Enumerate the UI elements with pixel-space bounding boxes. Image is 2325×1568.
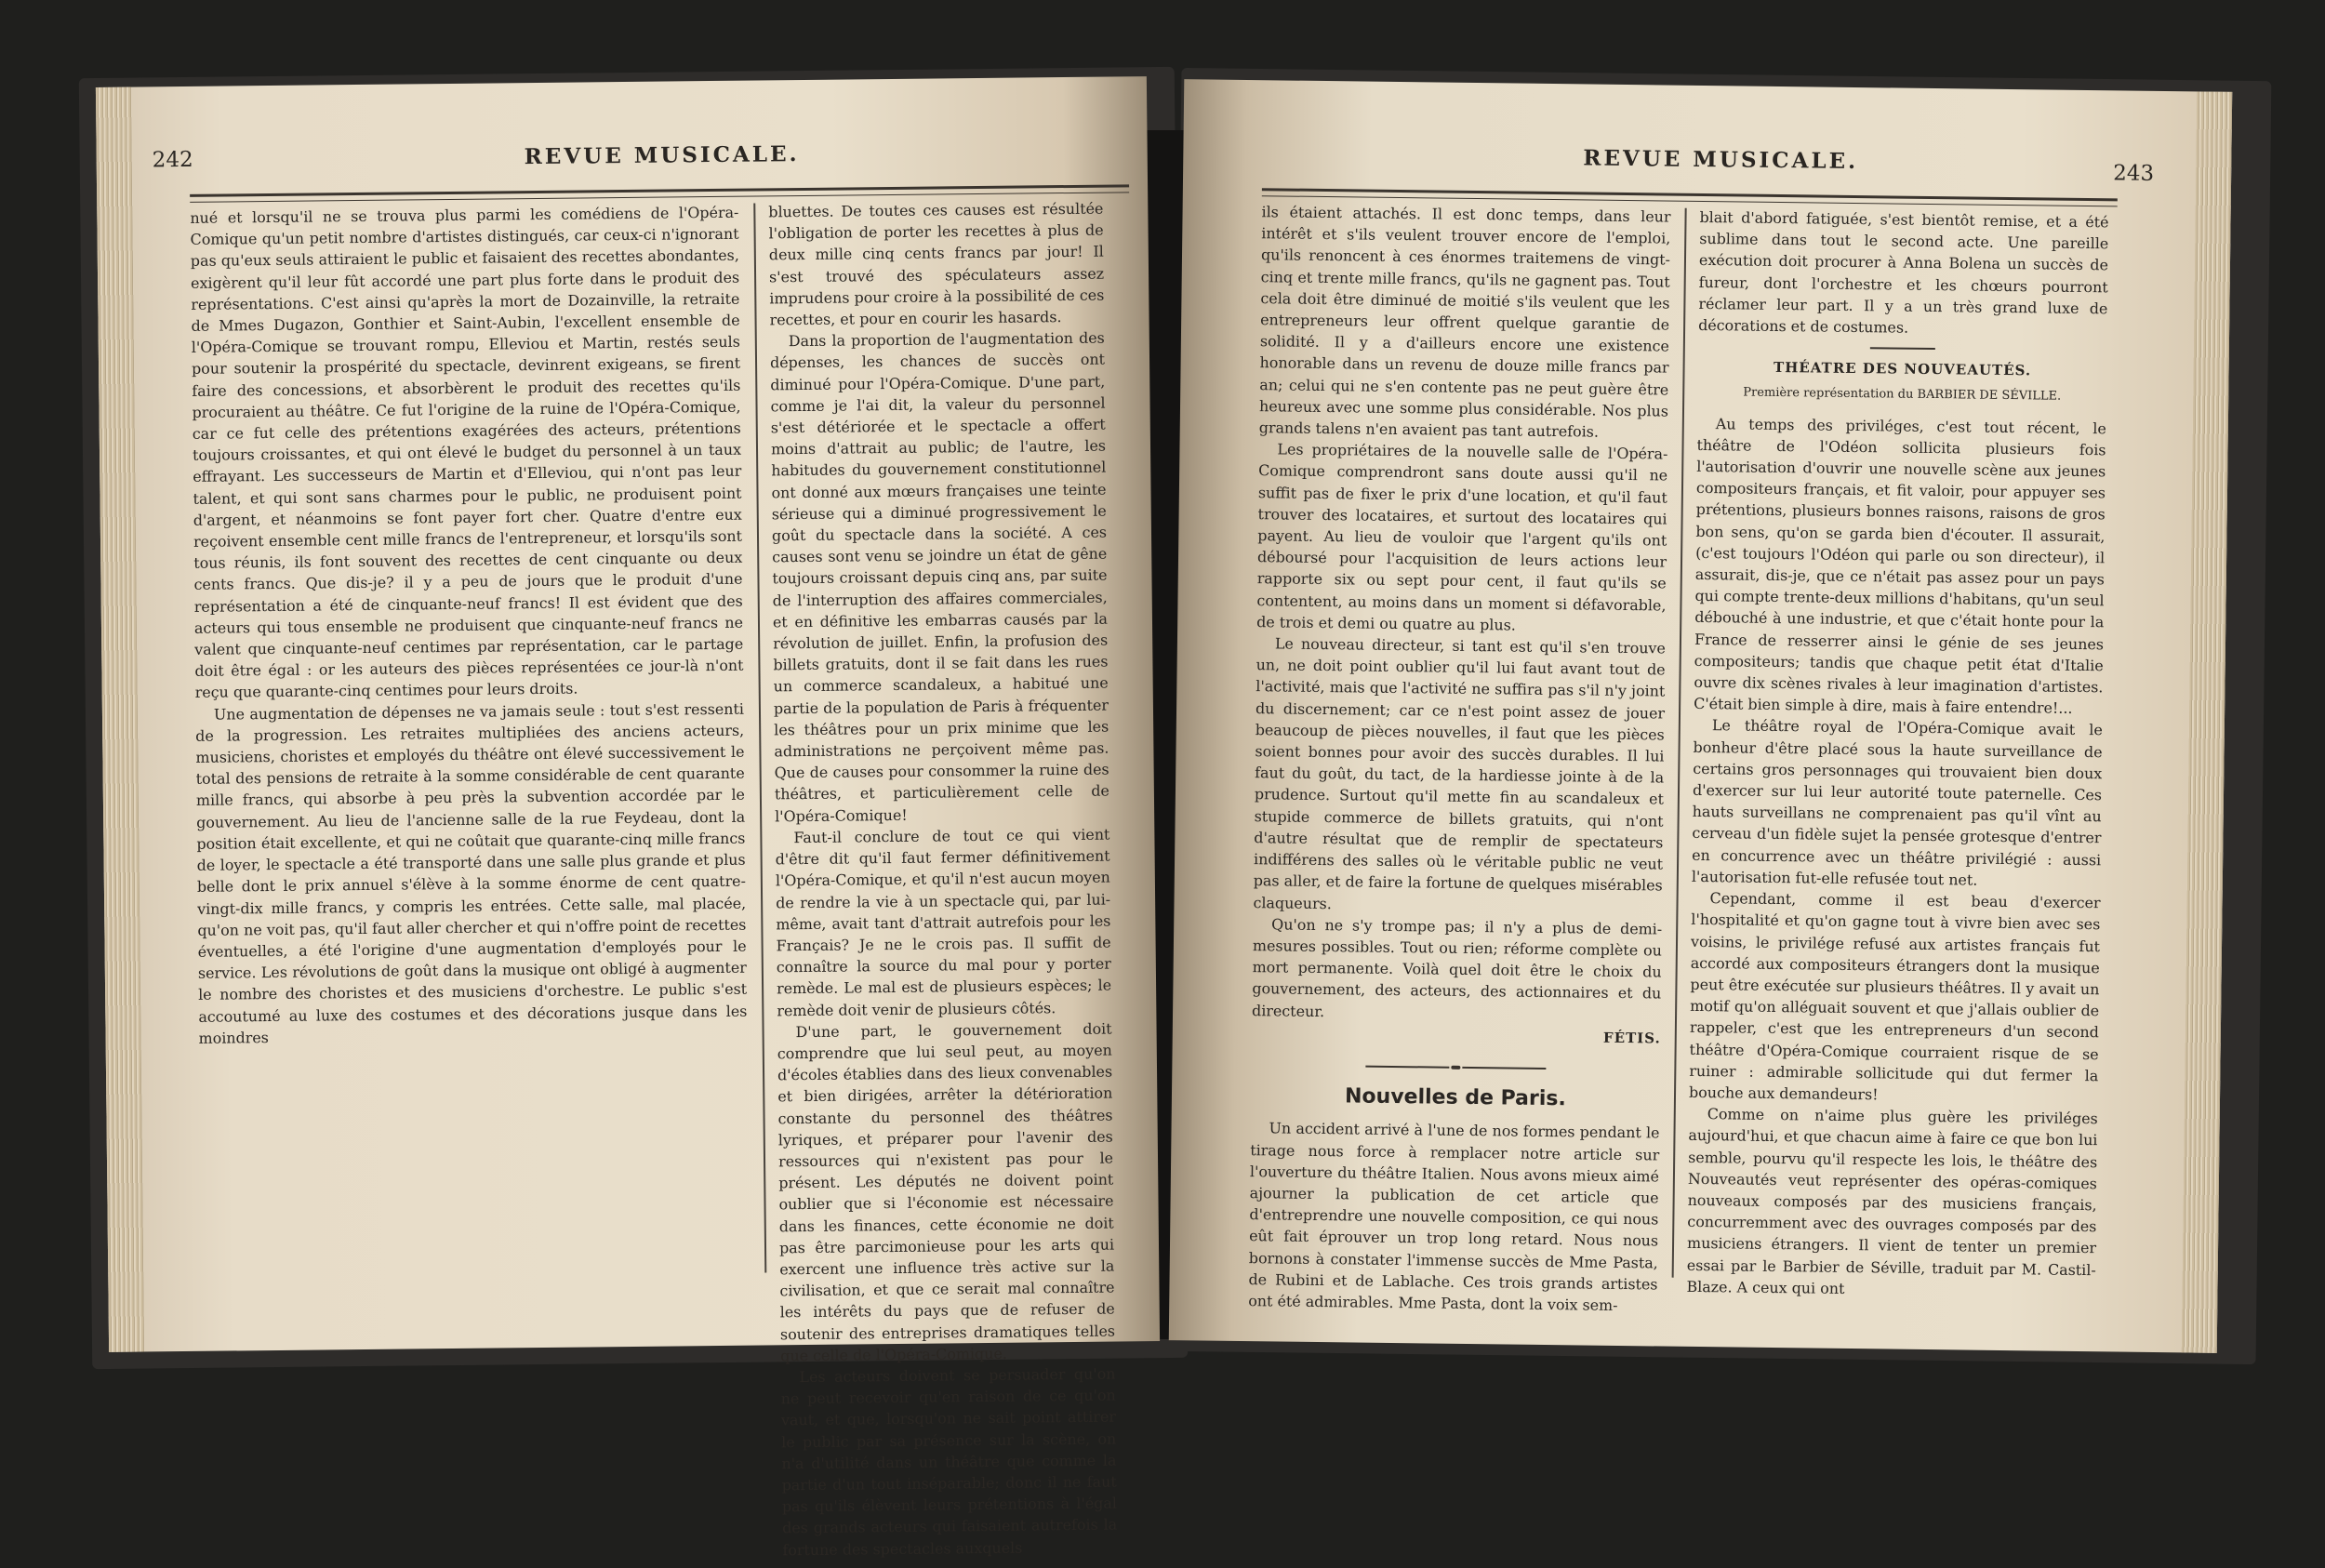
- section-heading: Nouvelles de Paris.: [1344, 1084, 1566, 1111]
- column-rule-right: [1672, 208, 1687, 1278]
- theatre-subheading: Première représentation du BARBIER DE SÉVILLE.: [1743, 385, 2062, 405]
- paragraph: Cependant, comme il est beau d'exercer l'hospitalité et qu'on gagne tout à vivre bien avec ses voisins, le privilége refusé aux artistes français fut accordé aux compositeurs étrangers dont la musique peut être exécutée sur plusieurs théâtres. Il y avait un motif qu'on alléguait souvent et que j'allais oublier de rappeler, c'est que les entrepreneurs d'un second théâtre d'Opéra-Comique courraient risque de se ruiner : admirable sollicitude qui dut fermer la bouche aux demandeurs!: [1688, 889, 2101, 1104]
- running-title-left: REVUE MUSICALE.: [524, 141, 800, 170]
- left-page: [96, 76, 1160, 1559]
- right-column-2: [1686, 206, 2108, 1309]
- paragraph: blait d'abord fatiguée, s'est bientôt remise, et a été sublime dans tout le second acte. Une pareille exécution doit procurer à Anna Bolena un succès de fureur, dont l'orchestre et les chœurs pourront réclamer leur part. Il y a un très grand luxe de décorations et de costumes.: [1698, 207, 2109, 337]
- paragraph: Qu'on ne s'y trompe pas; il n'y a plus de demi-mesures possibles. Tout ou rien; réforme complète ou mort permanente. Voilà quel doit être le choix du gouvernement, des acteurs, des actionnaires et du directeur.: [1251, 915, 1663, 1020]
- page-number-right: 243: [2113, 161, 2155, 186]
- signature: FÉTIS.: [1602, 1029, 1661, 1047]
- running-title-right: REVUE MUSICALE.: [1583, 145, 1859, 175]
- paragraph: D'une part, le gouvernement doit comprendre que lui seul peut, au moyen d'écoles établies dans des lieux convenables et bien dirigées, arrêter la détérioration constante du personnel des théâtres lyriques, et préparer pour l'avenir des ressources qui n'existent pas pour le présent. Les députés ne doivent point oublier que si l'économie est nécessaire dans les finances, cette économie ne doit pas être parcimonieuse pour les arts qui exercent une influence très active sur la civilisation, et que ce serait mal connaître les intérêts du pays que de refuser de soutenir des entreprises dramatiques telles que celle de l'Opéra-Comique.: [777, 1019, 1116, 1365]
- left-column-2: [768, 198, 1118, 1559]
- paragraph: Une augmentation de dépenses ne va jamais seule : tout s'est ressenti de la progression. Les retraites multipliées des anciens acteurs, musiciens, choristes et employés du théâtre ont élevé successivement le total des pensions de retraite à la somme considérable de cent quarante mille francs, qui absorbe à peu près la subvention accordée par le gouvernement. Au lieu de l'ancienne salle de la rue Feydeau, dont la position était excellente, et qui ne coûtait que quarante-cinq mille francs de loyer, le spectacle a été transporté dans une salle plus grande et plus belle dont le prix annuel s'élève à la somme énorme de cent quatre-vingt-dix mille francs, y compris les entrées. Cette salle, mal placée, qu'on ne voit pas, qu'il faut aller chercher et qui n'offre point de recettes éventuelles, a été l'origine d'une augmentation d'employés pour le service. Les révolutions de goût dans la musique ont obligé à augmenter le nombre des choristes et des musiciens d'orchestre. Le public s'est accoutumé au luxe des costumes et des décorations jusque dans les moindres: [195, 699, 748, 1047]
- paragraph: Le nouveau directeur, si tant est qu'il s'en trouve un, ne doit point oublier qu'il lui faut avant tout de l'activité, mais que l'activité ne suffira pas s'il n'y joint du discernement; car ce n'est point assez de jouer beaucoup de pièces nouvelles, il faut que les pièces soient bonnes pour avoir des succès durables. Il lui faut du goût, du tact, de la hardiesse jointe à de la prudence. Surtout qu'il mette fin au scandaleux et stupide commerce de billets gratuits, qui n'ont d'autre résultat que de remplir de spectateurs indifférens des salles où le véritable public ne veut pas aller, et de faire la fortune de quelques misérables claqueurs.: [1253, 634, 1667, 912]
- running-head-left: [97, 132, 1148, 180]
- running-head-right: [1183, 135, 2231, 185]
- paragraph: Comme on n'aime plus guère les priviléges aujourd'hui, et que chacun aime à faire ce que bon lui semble, pourvu qu'il respecte les lois, le théâtre des Nouveautés veut représenter des opéras-comiques nouveaux composés par des musiciens français, concurremment avec des ouvrages composés par des musiciens étrangers. Il vient de tenter un premier essai par le Barbier de Séville, traduit par M. Castil-Blaze. A ceux qui ont: [1686, 1105, 2098, 1297]
- paragraph: Au temps des priviléges, c'est tout récent, le théâtre de l'Odéon sollicita plusieurs fois l'autorisation d'ouvrir une nouvelle scène aux jeunes compositeurs français, et fit valoir, pour appuyer ses prétentions, plusieurs bonnes raisons, raisons de gros bon sens, qu'on se garda bien d'écouter. Il assurait, (c'est toujours l'Odéon qui parle ou son directeur), il assurait, dis-je, que ce n'était pas assez pour un pays qui compte trente-deux millions d'habitans, qu'un seul débouché à une industrie, et que c'était honte pour la France de resserrer ainsi le génie de ses jeunes compositeurs; tandis que chaque petit état d'Italie ouvre dix scènes rivales à leur imagination d'artistes. C'était bien simple à dire, mais à faire entendre!...: [1694, 414, 2106, 718]
- paragraph: Le théâtre royal de l'Opéra-Comique avait le bonheur d'être placé sous la haute surveillance de certains gros personnages qui trouvaient bien doux d'exercer sur lui leur autorité toute paternelle. Ces hauts surveillans ne comprenaient pas qu'il vînt au cerveau d'un fidèle sujet la pensée grotesque d'entrer en concurrence avec un théâtre privilégié : aussi l'autorisation fut-elle refusée tout net.: [1691, 716, 2103, 889]
- column-rule-left: [753, 204, 766, 1273]
- page-number-left: 242: [152, 147, 193, 173]
- theatre-heading: THÉATRE DES NOUVEAUTÉS.: [1773, 359, 2032, 379]
- paragraph: bluettes. De toutes ces causes est résultée l'obligation de porter les recettes à plus de deux mille cinq cents francs par jour! Il s'est trouvé des spéculateurs assez imprudens pour croire à la possibilité de ces recettes, et pour en courir les hasards.: [768, 199, 1105, 329]
- right-column-1: [1248, 201, 1671, 1314]
- ornamental-rule: [1251, 1054, 1660, 1081]
- left-column-1: [190, 202, 750, 1305]
- paragraph: Dans la proportion de l'augmentation des dépenses, les chances de succès ont diminué pour l'Opéra-Comique. D'une part, comme je l'ai dit, la valeur du personnel s'est détériorée et le spectacle a offert moins d'attrait au public; de l'autre, les habitudes du gouvernement constitutionnel ont donné aux mœurs françaises une teinte sérieuse qui a diminué progressivement le goût du spectacle dans la société. A ces causes sont venu se joindre un état de gêne toujours croissant depuis cinq ans, par suite de l'interruption des affaires commerciales, et en définitive les embarras causés par la révolution de juillet. Enfin, la profusion des billets gratuits, dont il se fait dans les rues un commerce scandaleux, a habitué une partie de la population de Paris à fréquenter les théâtres pour un prix minime que les administrations ne perçoivent même pas. Que de causes pour consommer la ruine des théâtres, et particulièrement celle de l'Opéra-Comique!: [769, 328, 1109, 826]
- right-page: [1169, 79, 2232, 1353]
- paragraph: Un accident arrivé à l'une de nos formes pendant le tirage nous force à remplacer notre article sur l'ouverture du théâtre Italien. Nous avons mieux aimé ajourner la publication de cet article que d'entreprendre une nouvelle composition, ce qui nous eût fait éprouver un trop long retard. Nous nous bornons à constater l'immense succès de Mme Pasta, de Rubini et de Lablache. Ces trois grands artistes ont été admirables. Mme Pasta, dont la voix sem-: [1248, 1119, 1660, 1314]
- paragraph: Les propriétaires de la nouvelle salle de l'Opéra-Comique comprendront sans doute aussi qu'il ne suffit pas de fixer le prix d'une location, et qu'il faut trouver des locataires, et surtout des locataires qui payent. Au lieu de vouloir que l'argent qu'ils ont déboursé pour l'acquisition de leurs actions leur rapporte six ou sept pour cent, il faut qu'ils se contentent, au moins dans un moment si défavorable, de trois et demi ou quatre au plus.: [1256, 440, 1668, 634]
- paragraph: nué et lorsqu'il ne se trouva plus parmi les comédiens de l'Opéra-Comique qu'un petit nombre d'artistes distingués, car ceux-ci n'ignorant pas qu'eux seuls attiraient le public et faisaient des recettes abondantes, exigèrent qu'il leur fût accordé une part plus forte dans le produit des représentations. C'est ainsi qu'après la mort de Dozainville, la retraite de Mmes Dugazon, Gonthier et Saint-Aubin, l'excellent ensemble de l'Opéra-Comique se trouvant rompu, Elleviou et Martin, restés seuls pour soutenir la prospérité du spectacle, devinrent exigeans, se firent faire des concessions, et absorbèrent le produit des recettes qu'ils procuraient au théâtre. Ce fut l'origine de la ruine de l'Opéra-Comique, car ce fut celle des prétentions exagérées des acteurs, prétentions toujours croissantes, et qui ont élevé le budget du personnel à un taux effrayant. Les successeurs de Martin et d'Elleviou, qui n'ont pas leur talent, et qui sont sans charmes pour le public, ne produisent point d'argent, et néanmoins se font payer fort cher. Quatre d'entre eux reçoivent ensemble cent mille francs de l'entrepreneur, et lorsqu'ils sont tous réunis, ils font souvent des recettes de cent cinquante ou deux cents francs. Que dis-je? il y a peu de jours que le produit d'une représentation a été de cinquante-neuf francs! Il est évident que des acteurs qui tous ensemble ne produisent que cinquante-neuf francs ne valent que cinquante-neuf centimes par représentation, car le partage doit être égal : or les auteurs des pièces représentées ce jour-là n'ont reçu que quarante-cinq centimes pour leurs droits.: [190, 203, 744, 702]
- paragraph: Les acteurs doivent se persuader qu'on ne peut recevoir qu'en raison de ce qu'on vaut, et que, lorsqu'on ne sait point attirer le public par sa présence sur la scène, on n'a d'utilité dans un théâtre que comme la partie d'un tout inséparable; donc il ne faut pas qu'ils élèvent leurs prétentions à l'égal des grands acteurs qui faisaient autrefois la fortune des spectacles auxquels: [780, 1364, 1118, 1559]
- paragraph: ils étaient attachés. Il est donc temps, dans leur intérêt et s'ils veulent trouver encore de l'emploi, qu'ils renoncent à ces énormes traitemens de vingt-cinq et trente mille francs, qu'ils ne gagnent pas. Tout cela doit être diminué de moitié s'ils veulent que les entrepreneurs leur offrent quelque garantie de solidité. Il y a d'ailleurs encore une existence honorable dans un revenu de douze mille francs par an; celui qui ne s'en contente pas ne peut guère être heureux avec une somme plus considérable. Nos plus grands talens n'en avaient pas tant autrefois.: [1258, 203, 1671, 441]
- paragraph: Faut-il conclure de tout ce qui vient d'être dit qu'il faut fermer définitivement l'Opéra-Comique, et qu'il n'est aucun moyen de rendre la vie à un spectacle qui, par lui-même, avait tant d'attrait autrefois pour les Français? Je ne le crois pas. Il suffit de connaître la source du mal pour y porter remède. Le mal est de plusieurs espèces; le remède doit venir de plusieurs côtés.: [775, 825, 1112, 1019]
- short-rule: [1870, 347, 1935, 350]
